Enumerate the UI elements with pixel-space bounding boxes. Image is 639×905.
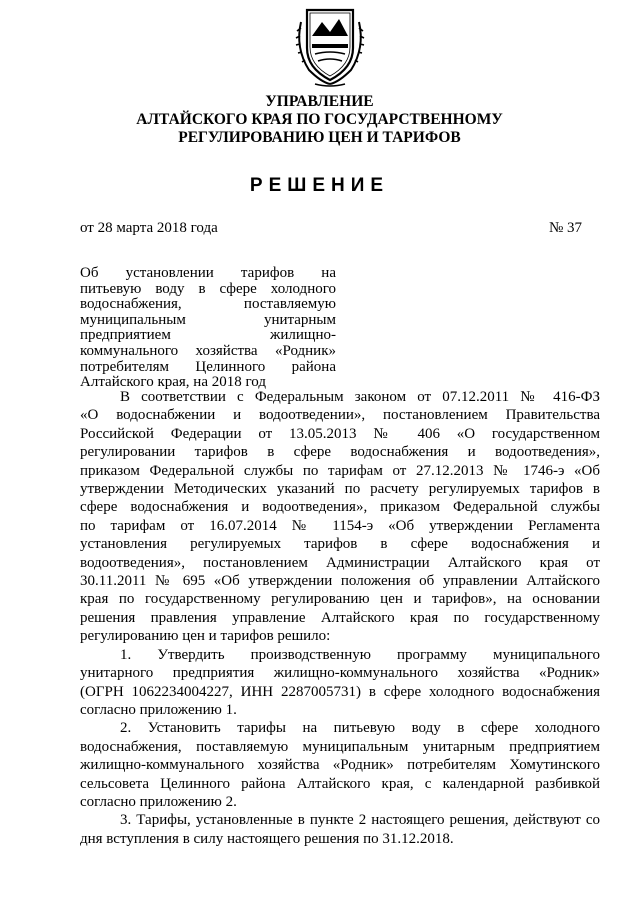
preamble-line: установления регулируемых тарифов в сфере водоснабжения и <box>80 536 600 553</box>
document-date: от 28 марта 2018 года <box>80 220 218 236</box>
preamble-line: водоотведения», постановлением Администрации Алтайского края от <box>80 554 600 571</box>
preamble-line: по тарифам от 16.07.2014 № 1154-э «Об утверждении Регламента <box>80 517 600 534</box>
item-1-line: унитарного предприятия жилищно-коммунального хозяйства «Родник» <box>80 665 600 682</box>
item-2-line: 2. Установить тарифы на питьевую воду в сфере холодного <box>120 720 600 737</box>
authority-line: РЕГУЛИРОВАНИЮ ЦЕН И ТАРИФОВ <box>178 129 461 146</box>
preamble-line: регулировании тарифов в сфере водоснабжения и водоотведения», <box>80 444 600 461</box>
preamble-line: утверждении Методических указаний по расчету регулируемых тарифов в <box>80 481 600 498</box>
subject-line: питьевую воду в сфере холодного <box>80 280 336 297</box>
item-1-line: 1. Утвердить производственную программу муниципального <box>120 646 600 663</box>
issuing-authority <box>0 93 639 147</box>
preamble-line: В соответствии с Федеральным законом от 07.12.2011 № 416-ФЗ <box>120 389 600 405</box>
authority-line: УПРАВЛЕНИЕ <box>265 93 374 110</box>
preamble-line: Российской Федерации от 13.05.2013 № 406 «О государственном <box>80 425 600 442</box>
preamble-line: «О водоснабжении и водоотведении», постановлением Правительства <box>80 407 600 424</box>
preamble-line: решения правления управление Алтайского края по государственному <box>80 609 600 626</box>
item-1-line: согласно приложению 1. <box>80 701 237 718</box>
document-subject <box>80 266 336 391</box>
authority-line: АЛТАЙСКОГО КРАЯ ПО ГОСУДАРСТВЕННОМУ <box>136 111 503 128</box>
item-3-line: дня вступления в силу настоящего решения по 31.12.2018. <box>80 830 454 847</box>
preamble-line: приказом Федеральной службы по тарифам от 27.12.2013 № 1746-э «Об <box>80 462 600 479</box>
item-2-line: водоснабжения, поставляемую муниципальным унитарным предприятием <box>80 738 600 755</box>
item-2-line: сельсовета Целинного района Алтайского края, с календарной разбивкой <box>80 775 600 792</box>
subject-line: муниципальным унитарным <box>80 311 336 328</box>
subject-line: водоснабжения, поставляемую <box>80 296 336 313</box>
subject-line: коммунального хозяйства «Родник» <box>80 342 336 359</box>
document-body <box>80 388 600 848</box>
document-type-heading: РЕШЕНИЕ <box>249 175 390 196</box>
preamble-line: 30.11.2011 № 695 «Об утверждении положения об управлении Алтайского <box>80 573 600 590</box>
subject-line: предприятием жилищно- <box>80 327 336 344</box>
subject-line: потребителям Целинного района <box>80 358 336 375</box>
preamble-line: края по государственному регулированию цен и тарифов», на основании <box>80 591 600 608</box>
item-2-line: жилищно-коммунального хозяйства «Родник» потребителям Хомутинского <box>80 757 600 774</box>
preamble-line: регулированию цен и тарифов решило: <box>80 628 331 645</box>
preamble-line: сфере водоснабжения и водоотведения», приказом Федеральной службы <box>80 499 600 516</box>
item-3-line: 3. Тарифы, установленные в пункте 2 настоящего решения, действуют со <box>120 812 600 829</box>
item-2-line: согласно приложению 2. <box>80 793 237 810</box>
coat-of-arms-emblem <box>293 4 367 88</box>
item-1-line: (ОГРН 1062234004227, ИНН 2287005731) в сфере холодного водоснабжения <box>80 683 600 700</box>
subject-line: Алтайского края, на 2018 год <box>80 374 266 391</box>
document-number: № 37 <box>549 220 583 236</box>
subject-line: Об установлении тарифов на <box>80 265 336 281</box>
